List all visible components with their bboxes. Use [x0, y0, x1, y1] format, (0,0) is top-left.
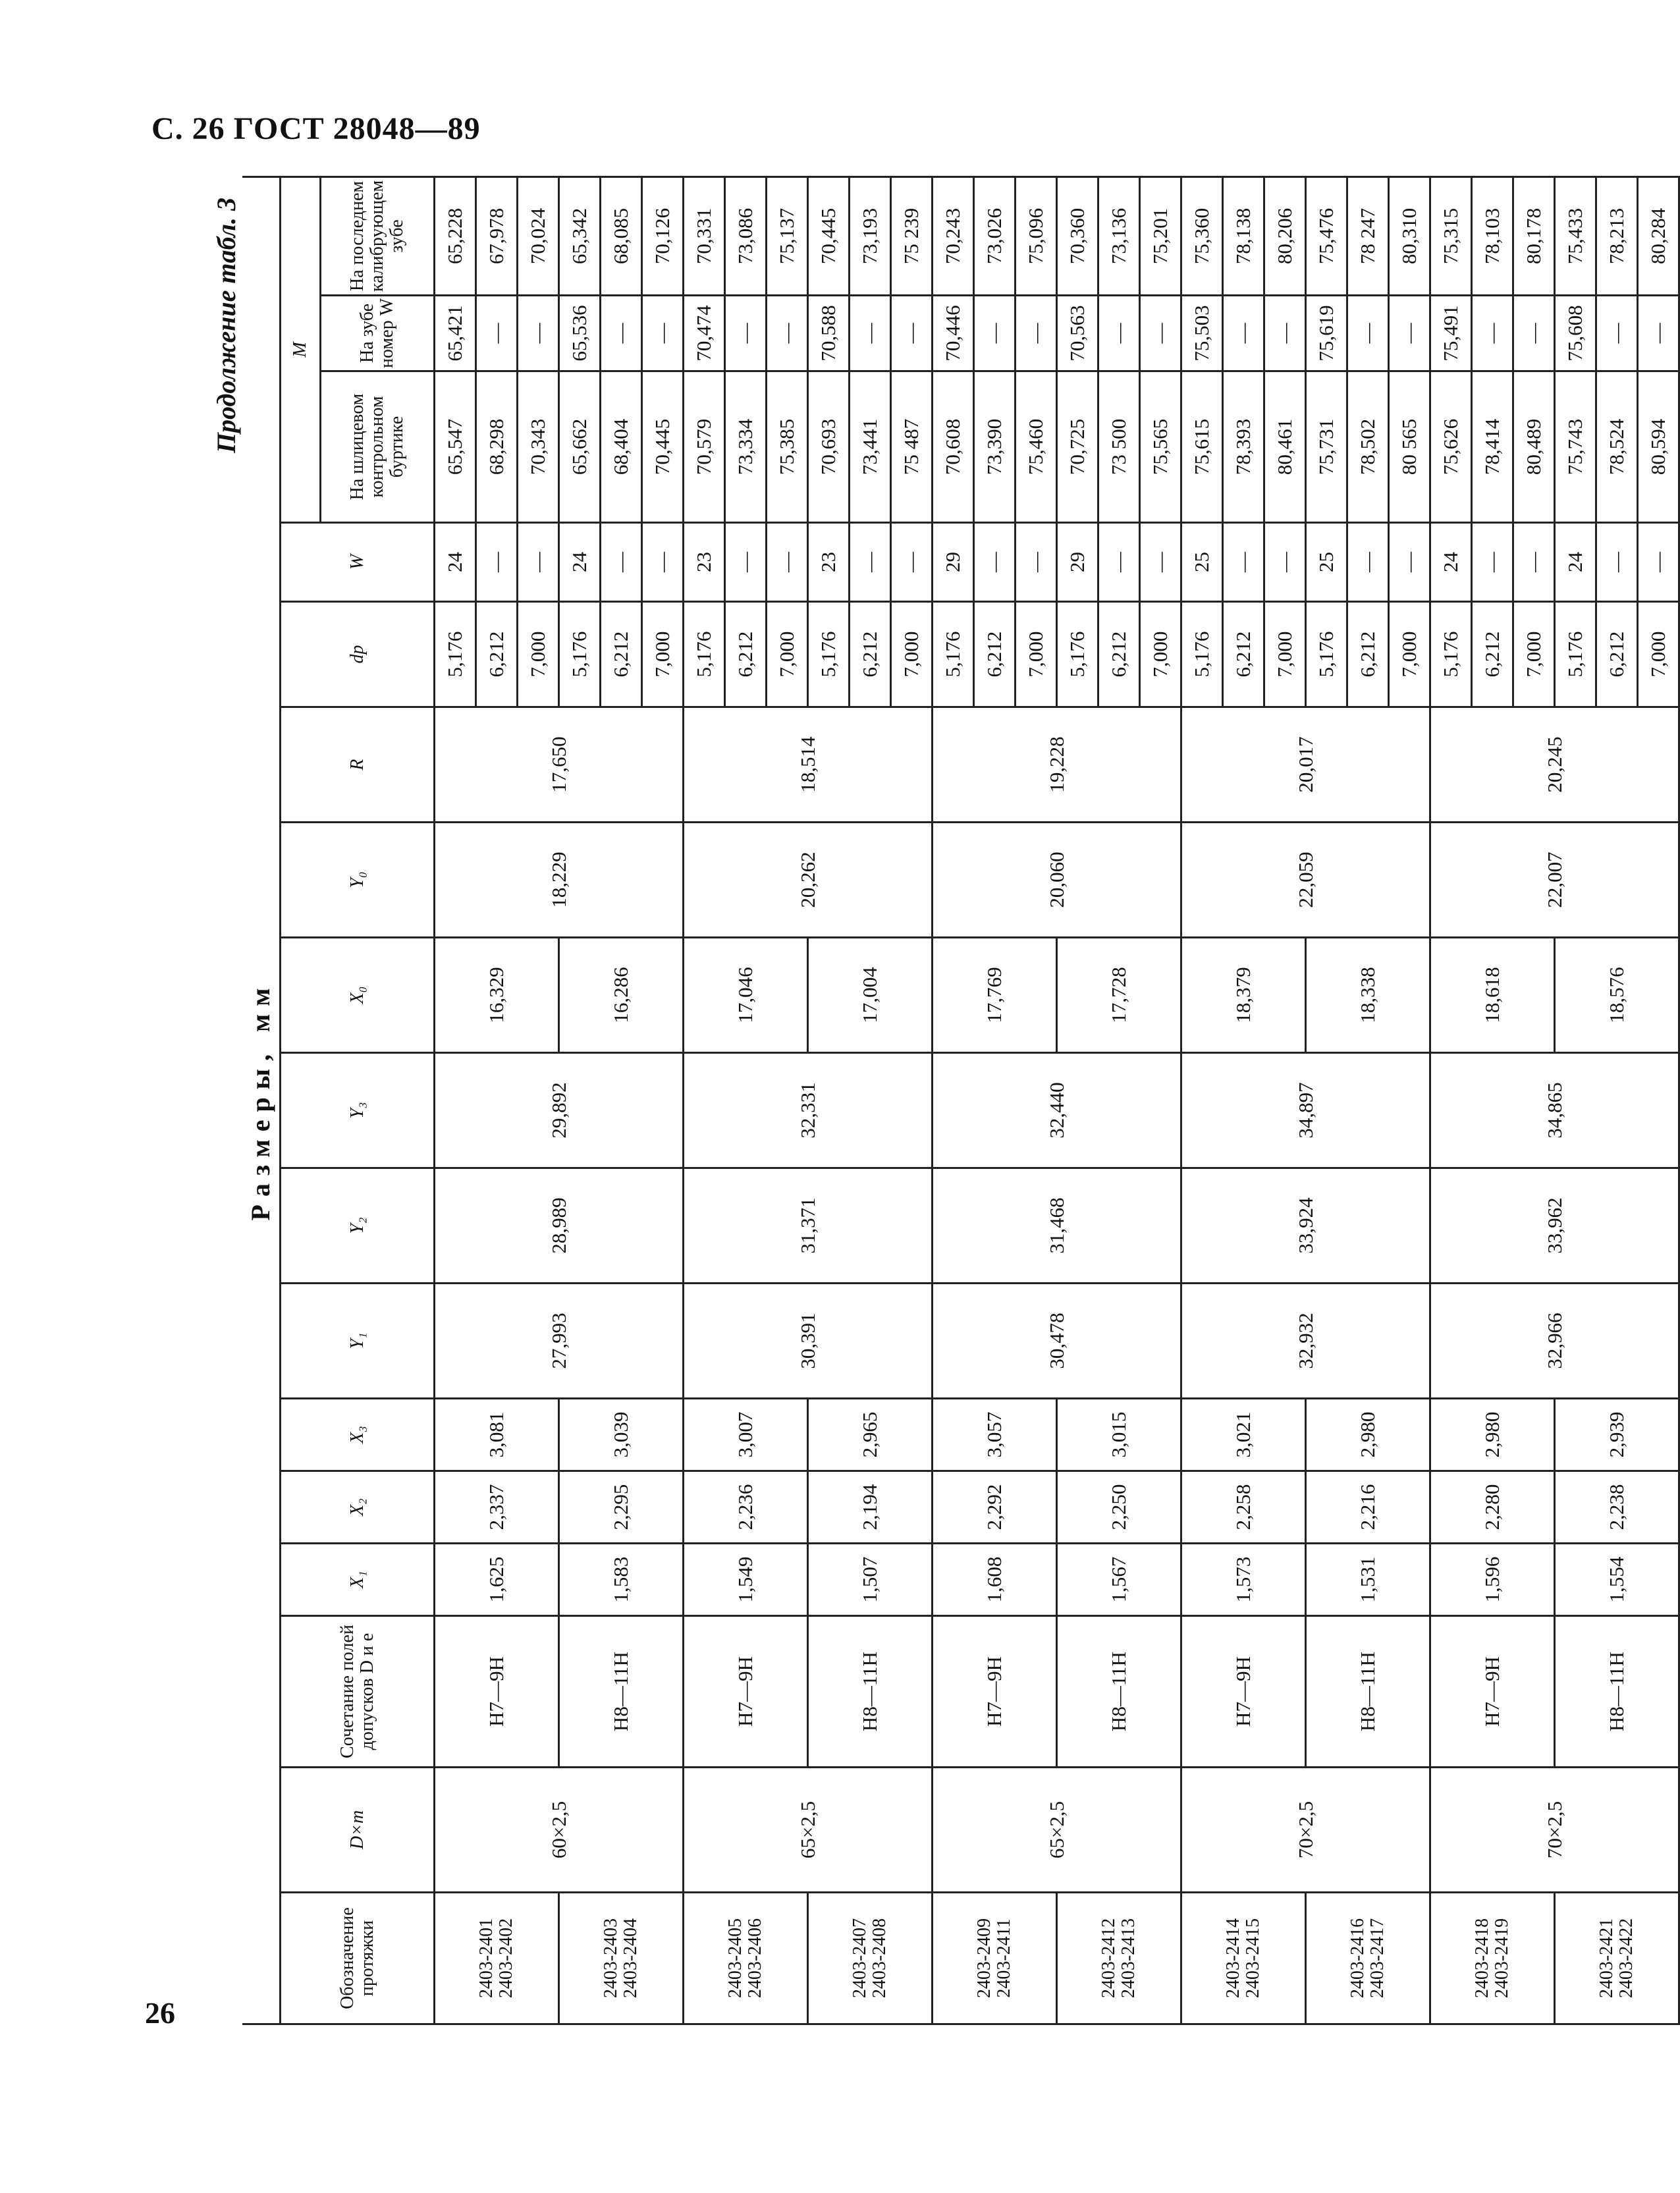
w-cell: —: [1472, 523, 1513, 602]
m-last-cell: 75 239: [891, 176, 933, 295]
m-last-cell: 80,206: [1264, 176, 1306, 295]
m-spline-cell: 75,615: [1181, 371, 1223, 523]
x1-cell: 1,625: [435, 1544, 559, 1616]
dp-cell: 6,212: [601, 602, 642, 707]
table-row: [1430, 176, 1472, 2024]
m-last-cell: 70,126: [642, 176, 684, 295]
w-cell: —: [1140, 523, 1181, 602]
y3-cell: 34,897: [1181, 1053, 1430, 1168]
col-designation: Обозначение протяжки: [281, 1893, 435, 2024]
dp-cell: 6,212: [850, 602, 891, 707]
m-tooth-cell: —: [891, 296, 933, 371]
dp-cell: 7,000: [767, 602, 808, 707]
dm-cell: 70×2,5: [1430, 1768, 1679, 1893]
dimensions-table: [242, 176, 1680, 2025]
table-row: [1181, 176, 1223, 2024]
dp-cell: 6,212: [1223, 602, 1264, 707]
w-cell: —: [1223, 523, 1264, 602]
x1-cell: 1,549: [684, 1544, 808, 1616]
m-spline-cell: 70,445: [642, 371, 684, 523]
m-tooth-cell: —: [1596, 296, 1638, 371]
m-last-cell: 65,342: [559, 176, 601, 295]
continuation-label: Продолжение табл. 3: [211, 198, 241, 454]
m-tooth-cell: —: [1098, 296, 1140, 371]
col-y1: Y₁: [281, 1284, 435, 1399]
m-spline-cell: 68,404: [601, 371, 642, 523]
w-cell: 29: [1057, 523, 1098, 602]
x3-cell: 3,057: [933, 1399, 1057, 1471]
y0-cell: 20,060: [933, 823, 1181, 938]
w-cell: —: [1638, 523, 1679, 602]
continuation-row: [209, 198, 242, 2025]
dm-cell: 60×2,5: [435, 1768, 684, 1893]
col-dm: D×m: [281, 1768, 435, 1893]
x2-cell: 2,292: [933, 1471, 1057, 1544]
m-tooth-cell: —: [1223, 296, 1264, 371]
y1-cell: 27,993: [435, 1284, 684, 1399]
w-cell: 25: [1181, 523, 1223, 602]
m-last-cell: 70,360: [1057, 176, 1098, 295]
m-spline-cell: 75 487: [891, 371, 933, 523]
w-cell: —: [1513, 523, 1555, 602]
m-last-cell: 75,315: [1430, 176, 1472, 295]
designation-cell: 2403-2401 2403-2402: [435, 1893, 559, 2024]
tolerance-cell: H8—11H: [559, 1616, 684, 1768]
x1-cell: 1,531: [1306, 1544, 1430, 1616]
m-spline-cell: 80,594: [1638, 371, 1679, 523]
designation-cell: 2403-2409 2403-2411: [933, 1893, 1057, 2024]
m-tooth-cell: 75,503: [1181, 296, 1223, 371]
m-last-cell: 70,243: [933, 176, 974, 295]
m-spline-cell: 73,441: [850, 371, 891, 523]
w-cell: —: [1016, 523, 1057, 602]
x2-cell: 2,238: [1555, 1471, 1679, 1544]
m-last-cell: 75,476: [1306, 176, 1347, 295]
m-spline-cell: 80,461: [1264, 371, 1306, 523]
m-last-cell: 75,201: [1140, 176, 1181, 295]
dp-cell: 5,176: [1306, 602, 1347, 707]
w-cell: 24: [1430, 523, 1472, 602]
col-x1: X₁: [281, 1544, 435, 1616]
m-last-cell: 73,026: [974, 176, 1016, 295]
dp-cell: 7,000: [642, 602, 684, 707]
m-last-cell: 73,136: [1098, 176, 1140, 295]
w-cell: 24: [435, 523, 476, 602]
y3-cell: 32,440: [933, 1053, 1181, 1168]
designation-cell: 2403-2403 2403-2404: [559, 1893, 684, 2024]
r-cell: 18,514: [684, 707, 933, 823]
m-spline-cell: 80 565: [1389, 371, 1430, 523]
dp-cell: 7,000: [1389, 602, 1430, 707]
dp-cell: 6,212: [1472, 602, 1513, 707]
m-last-cell: 73,193: [850, 176, 891, 295]
m-tooth-cell: —: [518, 296, 559, 371]
w-cell: —: [767, 523, 808, 602]
m-last-cell: 73,086: [725, 176, 767, 295]
m-spline-cell: 73 500: [1098, 371, 1140, 523]
m-spline-cell: 73,390: [974, 371, 1016, 523]
dp-cell: 7,000: [518, 602, 559, 707]
m-spline-cell: 75,743: [1555, 371, 1596, 523]
m-last-cell: 70,331: [684, 176, 725, 295]
m-tooth-cell: —: [767, 296, 808, 371]
m-tooth-cell: —: [1389, 296, 1430, 371]
designation-cell: 2403-2421 2403-2422: [1555, 1893, 1679, 2024]
dp-cell: 5,176: [808, 602, 850, 707]
x1-cell: 1,554: [1555, 1544, 1679, 1616]
m-tooth-cell: —: [1347, 296, 1389, 371]
m-spline-cell: 78,502: [1347, 371, 1389, 523]
y3-cell: 32,331: [684, 1053, 933, 1168]
w-cell: —: [850, 523, 891, 602]
m-last-cell: 75,096: [1016, 176, 1057, 295]
table-row: [933, 176, 974, 2024]
r-cell: 20,245: [1430, 707, 1679, 823]
dp-cell: 6,212: [1347, 602, 1389, 707]
y1-cell: 30,478: [933, 1284, 1181, 1399]
tolerance-cell: H8—11H: [1555, 1616, 1679, 1768]
w-cell: 23: [684, 523, 725, 602]
m-tooth-cell: —: [1638, 296, 1679, 371]
m-last-cell: 67,978: [476, 176, 518, 295]
dp-cell: 5,176: [1181, 602, 1223, 707]
m-tooth-cell: 70,563: [1057, 296, 1098, 371]
dp-cell: 5,176: [1057, 602, 1098, 707]
m-spline-cell: 70,725: [1057, 371, 1098, 523]
designation-cell: 2403-2414 2403-2415: [1181, 1893, 1306, 2024]
col-tolerance: Сочетание полей допусков D и e: [281, 1616, 435, 1768]
dp-cell: 7,000: [1016, 602, 1057, 707]
x2-cell: 2,236: [684, 1471, 808, 1544]
m-last-cell: 75,433: [1555, 176, 1596, 295]
m-spline-cell: 70,608: [933, 371, 974, 523]
m-last-cell: 70,445: [808, 176, 850, 295]
y2-cell: 33,962: [1430, 1168, 1679, 1284]
w-cell: 24: [559, 523, 601, 602]
col-x0: X₀: [281, 938, 435, 1053]
y2-cell: 31,468: [933, 1168, 1181, 1284]
m-spline-cell: 65,547: [435, 371, 476, 523]
x1-cell: 1,596: [1430, 1544, 1555, 1616]
m-spline-cell: 75,626: [1430, 371, 1472, 523]
w-cell: —: [891, 523, 933, 602]
m-tooth-cell: —: [642, 296, 684, 371]
table-row: [435, 176, 476, 2024]
x3-cell: 2,965: [808, 1399, 933, 1471]
m-spline-cell: 68,298: [476, 371, 518, 523]
r-cell: 19,228: [933, 707, 1181, 823]
col-y0: Y₀: [281, 823, 435, 938]
m-tooth-cell: 70,588: [808, 296, 850, 371]
x2-cell: 2,280: [1430, 1471, 1555, 1544]
y3-cell: 29,892: [435, 1053, 684, 1168]
x3-cell: 3,039: [559, 1399, 684, 1471]
m-spline-cell: 75,460: [1016, 371, 1057, 523]
col-w: W: [281, 523, 435, 602]
x3-cell: 3,021: [1181, 1399, 1306, 1471]
y0-cell: 22,059: [1181, 823, 1430, 938]
m-tooth-cell: —: [476, 296, 518, 371]
designation-cell: 2403-2416 2403-2417: [1306, 1893, 1430, 2024]
col-dp: dр: [281, 602, 435, 707]
x2-cell: 2,295: [559, 1471, 684, 1544]
designation-cell: 2403-2412 2403-2413: [1057, 1893, 1181, 2024]
m-spline-cell: 70,579: [684, 371, 725, 523]
x3-cell: 2,980: [1306, 1399, 1430, 1471]
designation-cell: 2403-2407 2403-2408: [808, 1893, 933, 2024]
col-r: R: [281, 707, 435, 823]
x2-cell: 2,337: [435, 1471, 559, 1544]
y1-cell: 32,966: [1430, 1284, 1679, 1399]
y1-cell: 32,932: [1181, 1284, 1430, 1399]
m-last-cell: 70,024: [518, 176, 559, 295]
dp-cell: 6,212: [1098, 602, 1140, 707]
col-m-spline: На шлицевом контрольном буртике: [321, 371, 435, 523]
m-last-cell: 78,213: [1596, 176, 1638, 295]
dp-cell: 7,000: [1264, 602, 1306, 707]
col-x2: X₂: [281, 1471, 435, 1544]
m-tooth-cell: 70,446: [933, 296, 974, 371]
x1-cell: 1,608: [933, 1544, 1057, 1616]
col-x3: X₃: [281, 1399, 435, 1471]
m-last-cell: 78,103: [1472, 176, 1513, 295]
table-body: [435, 176, 1679, 2024]
designation-cell: 2403-2418 2403-2419: [1430, 1893, 1555, 2024]
x0-cell: 16,286: [559, 938, 684, 1053]
dp-cell: 5,176: [933, 602, 974, 707]
x1-cell: 1,583: [559, 1544, 684, 1616]
w-cell: —: [1264, 523, 1306, 602]
y1-cell: 30,391: [684, 1284, 933, 1399]
dp-cell: 6,212: [725, 602, 767, 707]
designation-cell: 2403-2405 2403-2406: [684, 1893, 808, 2024]
m-last-cell: 78,138: [1223, 176, 1264, 295]
m-last-cell: 75,137: [767, 176, 808, 295]
x0-cell: 17,728: [1057, 938, 1181, 1053]
x1-cell: 1,573: [1181, 1544, 1306, 1616]
m-tooth-cell: —: [1472, 296, 1513, 371]
m-tooth-cell: —: [1140, 296, 1181, 371]
m-last-cell: 75,360: [1181, 176, 1223, 295]
r-cell: 17,650: [435, 707, 684, 823]
x1-cell: 1,507: [808, 1544, 933, 1616]
col-y3: Y₃: [281, 1053, 435, 1168]
m-tooth-cell: 65,536: [559, 296, 601, 371]
m-tooth-cell: —: [725, 296, 767, 371]
table-caption: Размеры, мм: [242, 176, 281, 2024]
tolerance-cell: H7—9H: [933, 1616, 1057, 1768]
m-last-cell: 80,178: [1513, 176, 1555, 295]
m-tooth-cell: —: [1264, 296, 1306, 371]
x3-cell: 2,980: [1430, 1399, 1555, 1471]
w-cell: 24: [1555, 523, 1596, 602]
r-cell: 20,017: [1181, 707, 1430, 823]
m-spline-cell: 75,565: [1140, 371, 1181, 523]
dp-cell: 6,212: [974, 602, 1016, 707]
y0-cell: 22,007: [1430, 823, 1679, 938]
dp-cell: 5,176: [559, 602, 601, 707]
dp-cell: 6,212: [476, 602, 518, 707]
m-tooth-cell: —: [601, 296, 642, 371]
w-cell: —: [1389, 523, 1430, 602]
m-tooth-cell: 70,474: [684, 296, 725, 371]
m-last-cell: 80,284: [1638, 176, 1679, 295]
m-tooth-cell: —: [1016, 296, 1057, 371]
m-spline-cell: 78,414: [1472, 371, 1513, 523]
m-tooth-cell: —: [974, 296, 1016, 371]
w-cell: 29: [933, 523, 974, 602]
m-tooth-cell: 75,619: [1306, 296, 1347, 371]
table-row: [684, 176, 725, 2024]
dp-cell: 5,176: [684, 602, 725, 707]
x3-cell: 3,015: [1057, 1399, 1181, 1471]
w-cell: 23: [808, 523, 850, 602]
x2-cell: 2,216: [1306, 1471, 1430, 1544]
rotated-table-container: [209, 180, 1669, 2025]
x0-cell: 18,338: [1306, 938, 1430, 1053]
x2-cell: 2,258: [1181, 1471, 1306, 1544]
col-m-group: M: [281, 176, 321, 522]
m-spline-cell: 75,731: [1306, 371, 1347, 523]
y0-cell: 18,229: [435, 823, 684, 938]
tolerance-cell: H7—9H: [684, 1616, 808, 1768]
w-cell: —: [476, 523, 518, 602]
w-cell: —: [518, 523, 559, 602]
x0-cell: 18,576: [1555, 938, 1679, 1053]
tolerance-cell: H7—9H: [435, 1616, 559, 1768]
m-spline-cell: 75,385: [767, 371, 808, 523]
m-tooth-cell: 75,608: [1555, 296, 1596, 371]
m-last-cell: 78 247: [1347, 176, 1389, 295]
w-cell: —: [642, 523, 684, 602]
m-tooth-cell: —: [850, 296, 891, 371]
m-spline-cell: 70,693: [808, 371, 850, 523]
w-cell: —: [725, 523, 767, 602]
w-cell: —: [1596, 523, 1638, 602]
x0-cell: 18,379: [1181, 938, 1306, 1053]
col-m-tooth: На зубе номер W: [321, 296, 435, 371]
x0-cell: 17,004: [808, 938, 933, 1053]
page-number: 26: [145, 1996, 175, 2030]
dm-cell: 65×2,5: [933, 1768, 1181, 1893]
x0-cell: 18,618: [1430, 938, 1555, 1053]
y2-cell: 28,989: [435, 1168, 684, 1284]
y2-cell: 31,371: [684, 1168, 933, 1284]
w-cell: —: [1098, 523, 1140, 602]
x3-cell: 3,081: [435, 1399, 559, 1471]
w-cell: —: [974, 523, 1016, 602]
dm-cell: 65×2,5: [684, 1768, 933, 1893]
m-spline-cell: 80,489: [1513, 371, 1555, 523]
y2-cell: 33,924: [1181, 1168, 1430, 1284]
dp-cell: 5,176: [435, 602, 476, 707]
m-tooth-cell: 65,421: [435, 296, 476, 371]
dp-cell: 5,176: [1555, 602, 1596, 707]
m-spline-cell: 78,524: [1596, 371, 1638, 523]
x0-cell: 17,046: [684, 938, 808, 1053]
y0-cell: 20,262: [684, 823, 933, 938]
dp-cell: 7,000: [1638, 602, 1679, 707]
tolerance-cell: H8—11H: [1306, 1616, 1430, 1768]
tolerance-cell: H7—9H: [1430, 1616, 1555, 1768]
m-tooth-cell: —: [1513, 296, 1555, 371]
dp-cell: 7,000: [1140, 602, 1181, 707]
x3-cell: 2,939: [1555, 1399, 1679, 1471]
x1-cell: 1,567: [1057, 1544, 1181, 1616]
col-m-last: На последнем калибрующем зубе: [321, 176, 435, 295]
dm-cell: 70×2,5: [1181, 1768, 1430, 1893]
m-spline-cell: 65,662: [559, 371, 601, 523]
m-spline-cell: 70,343: [518, 371, 559, 523]
dp-cell: 7,000: [1513, 602, 1555, 707]
x3-cell: 3,007: [684, 1399, 808, 1471]
w-cell: —: [601, 523, 642, 602]
x0-cell: 17,769: [933, 938, 1057, 1053]
x2-cell: 2,250: [1057, 1471, 1181, 1544]
dp-cell: 7,000: [891, 602, 933, 707]
m-spline-cell: 73,334: [725, 371, 767, 523]
dp-cell: 5,176: [1430, 602, 1472, 707]
y3-cell: 34,865: [1430, 1053, 1679, 1168]
w-cell: 25: [1306, 523, 1347, 602]
page-header: С. 26 ГОСТ 28048—89: [151, 111, 481, 146]
x2-cell: 2,194: [808, 1471, 933, 1544]
m-last-cell: 80,310: [1389, 176, 1430, 295]
m-last-cell: 65,228: [435, 176, 476, 295]
tolerance-cell: H8—11H: [808, 1616, 933, 1768]
tolerance-cell: H7—9H: [1181, 1616, 1306, 1768]
col-y2: Y₂: [281, 1168, 435, 1284]
m-spline-cell: 78,393: [1223, 371, 1264, 523]
tolerance-cell: H8—11H: [1057, 1616, 1181, 1768]
m-last-cell: 68,085: [601, 176, 642, 295]
dp-cell: 6,212: [1596, 602, 1638, 707]
x0-cell: 16,329: [435, 938, 559, 1053]
m-tooth-cell: 75,491: [1430, 296, 1472, 371]
w-cell: —: [1347, 523, 1389, 602]
